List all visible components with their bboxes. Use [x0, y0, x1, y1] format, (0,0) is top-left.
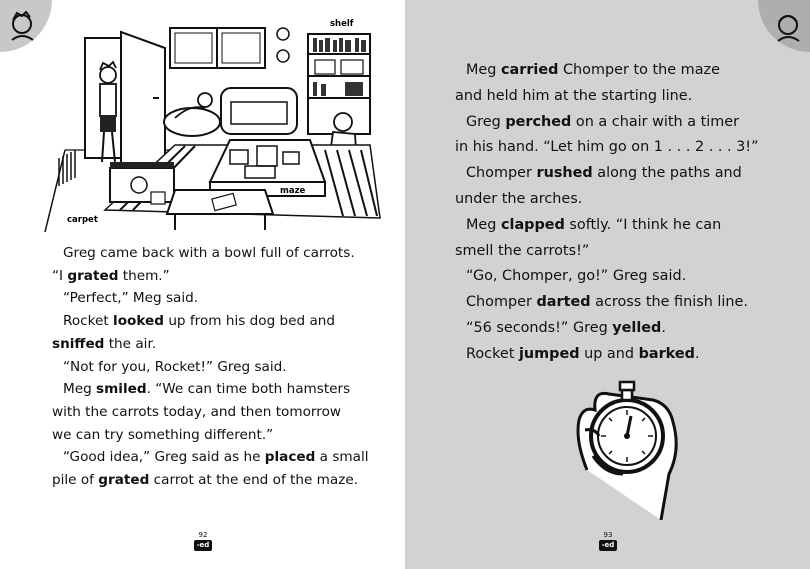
text-segment: Greg — [466, 113, 506, 130]
text-line — [455, 58, 785, 84]
maze-label: maze — [280, 186, 306, 196]
text-segment: “56 seconds!” Greg — [466, 319, 613, 336]
text-segment: . “We can time both hamsters — [146, 381, 351, 398]
text-line — [52, 242, 382, 265]
text-segment: across the finish line. — [590, 294, 748, 311]
text-line — [455, 84, 785, 110]
highlighted-word: yelled — [612, 319, 662, 336]
text-segment: along the paths and — [592, 165, 742, 182]
text-segment: . — [694, 345, 700, 362]
text-segment: Rocket — [63, 313, 114, 330]
text-segment: Rocket — [466, 345, 519, 362]
text-line — [455, 161, 785, 187]
text-segment: with the carrots today, and then tomorrow — [52, 403, 341, 420]
text-line — [52, 333, 382, 356]
text-segment: Meg — [466, 216, 501, 233]
text-segment: “I — [52, 267, 68, 284]
text-line — [52, 287, 382, 310]
text-segment: we can try something different.” — [52, 426, 274, 443]
text-line — [455, 187, 785, 213]
page-number: 92 — [198, 531, 208, 539]
text-segment: “Good idea,” Greg said as he — [63, 449, 265, 466]
text-segment: up from his dog bed and — [164, 313, 336, 330]
text-segment: the air. — [104, 335, 157, 352]
text-line — [52, 446, 382, 469]
text-segment: on a chair with a timer — [571, 113, 740, 130]
right-page — [405, 0, 810, 569]
highlighted-word: grated — [67, 267, 119, 284]
text-line — [52, 469, 382, 492]
girl-face-icon — [758, 0, 810, 52]
text-segment: up and — [579, 345, 639, 362]
text-segment: carrot at the end of the maze. — [149, 472, 359, 489]
text-segment: them.” — [118, 267, 170, 284]
page-number: 93 — [603, 531, 613, 539]
left-page-text — [52, 242, 382, 492]
text-segment: “Not for you, Rocket!” Greg said. — [63, 358, 287, 375]
text-segment: Chomper — [466, 294, 537, 311]
highlighted-word: barked — [638, 345, 695, 362]
text-line — [52, 265, 382, 288]
text-segment: “Perfect,” Meg said. — [63, 290, 199, 307]
text-segment: softly. “I think he can — [564, 216, 722, 233]
carpet-label: carpet — [67, 215, 98, 225]
text-segment: under the arches. — [455, 190, 583, 207]
text-segment: Meg — [466, 62, 501, 78]
text-segment: a small — [315, 449, 369, 466]
text-segment: “Go, Chomper, go!” Greg said. — [466, 268, 687, 285]
ed-tag: -ed — [194, 540, 212, 551]
text-line — [455, 264, 785, 290]
highlighted-word: placed — [264, 449, 316, 466]
ed-tag: -ed — [599, 540, 617, 551]
text-line — [52, 356, 382, 379]
highlighted-word: jumped — [518, 345, 580, 362]
text-segment: Greg came back with a bowl full of carrots. — [63, 245, 355, 261]
shelf-label: shelf — [330, 19, 354, 29]
text-line — [455, 290, 785, 316]
text-line — [455, 213, 785, 239]
text-line — [52, 378, 382, 401]
highlighted-word: darted — [536, 294, 591, 311]
text-line — [52, 310, 382, 333]
text-line — [455, 135, 785, 161]
text-line — [455, 342, 785, 368]
text-segment: and held him at the starting line. — [455, 87, 693, 104]
text-segment: Chomper to the maze — [558, 62, 720, 78]
text-line — [455, 110, 785, 136]
text-line — [52, 424, 382, 447]
text-segment: in his hand. “Let him go on 1 . . . 2 . . . 3!” — [455, 139, 759, 156]
text-segment: pile of — [52, 472, 99, 489]
highlighted-word: looked — [113, 313, 164, 330]
highlighted-word: grated — [98, 472, 150, 489]
text-line — [455, 316, 785, 342]
stopwatch-in-hand-icon — [565, 370, 695, 520]
text-segment: Chomper — [466, 165, 537, 182]
text-segment: smell the carrots!” — [455, 242, 590, 259]
right-page-text — [455, 58, 785, 368]
text-line — [455, 239, 785, 265]
highlighted-word: clapped — [500, 216, 565, 233]
highlighted-word: carried — [500, 62, 559, 78]
room-illustration — [25, 10, 395, 232]
text-segment: . — [661, 319, 666, 336]
text-line — [52, 401, 382, 424]
highlighted-word: rushed — [536, 165, 593, 182]
highlighted-word: sniffed — [52, 335, 105, 352]
highlighted-word: perched — [505, 113, 572, 130]
highlighted-word: smiled — [96, 381, 147, 398]
text-segment: Meg — [63, 381, 97, 398]
